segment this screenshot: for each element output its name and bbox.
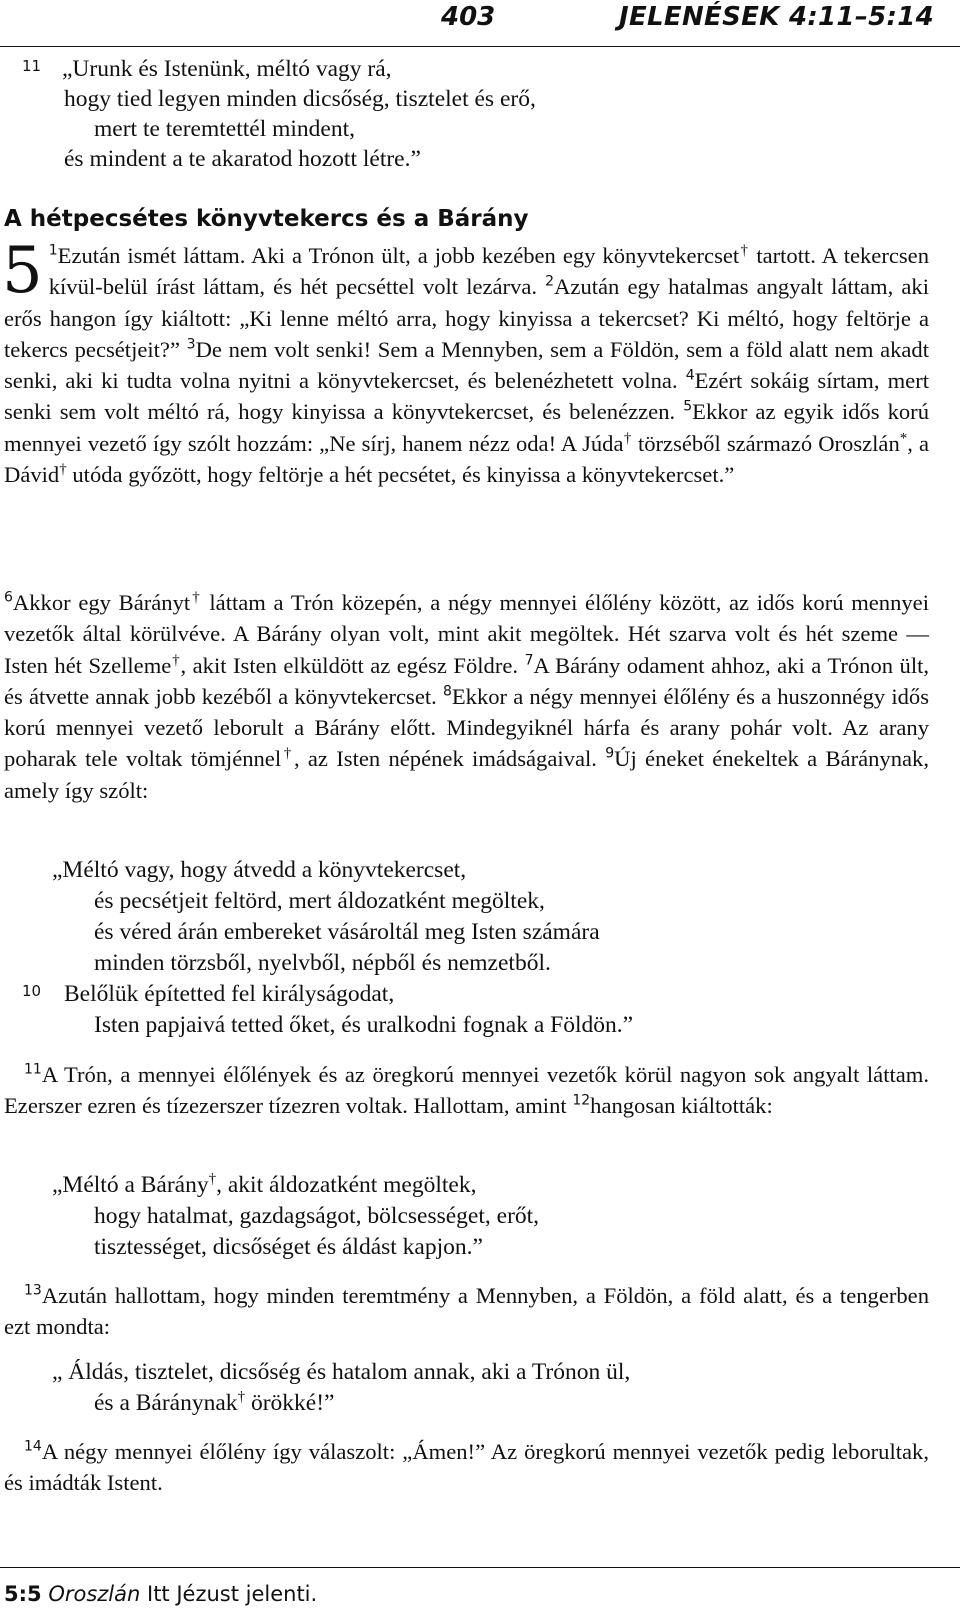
poem-line: minden törzsből, nyelvből, népből és nemzetből. [94,950,551,976]
verse-number: 9 [605,745,615,762]
dagger-mark: † [59,461,67,478]
poem-song-1 [0,54,950,184]
footnote-text: Itt Jézust jelenti. [147,1582,318,1606]
verse-text: törzséből származó Oroszlán [637,430,900,456]
verse-text: láttam a Trón közepén, a négy mennyei élőlény között, az idős korú mennyei vezetők által körülvéve. A Bárány olyan volt, mint akit megöltek. Hét szarva volt és hét szeme — Isten hét Szelleme [4,590,929,678]
dagger-mark: † [739,242,750,259]
verse-text: A Bárány odament ahhoz, aki a Trónon ült, és átvette annak jobb kezéből a könyvtekercset. [4,652,930,709]
poem-song-2 [0,855,950,1045]
verse-number: 13 [24,1282,42,1299]
verse-text: Akkor egy Bárányt [12,590,191,615]
section-heading: A hétpecsétes könyvtekercs és a Bárány [4,206,529,232]
verse-text: tartott. A tekercsen kívül-belül írást láttam, és hét pecséttel volt lezárva. [48,243,930,300]
verse-number: 14 [24,1438,42,1455]
verse-text: , a Dávid [4,430,930,488]
verse-number: 11 [22,57,42,75]
verse-number: 12 [572,1092,591,1109]
verse-text: Ekkor az egyik idős korú mennyei vezető így szólt hozzám: „Ne sírj, hanem nézz oda! A Júda [4,399,929,456]
page-number: 403 [441,2,496,32]
poem-line: és mindent a te akaratod hozott létre.” [64,146,421,172]
verse-number: 1 [48,242,58,259]
verse-text: utóda győzött, hogy feltörje a hét pecsétet, és kinyissa a könyvtekercset.” [72,462,735,488]
poem-line: „Méltó vagy, hogy átvedd a könyvtekercset, [52,857,467,883]
paragraph-verses-11-12 [4,1059,929,1122]
verse-number: 6 [4,589,13,606]
poem-song-3 [0,1170,950,1265]
paragraph-verse-14 [4,1436,929,1499]
paragraph-verses-1-5 [2,234,930,490]
chapter-number: 5 [2,234,43,308]
poem-song-4 [0,1357,950,1421]
poem-line: „ Áldás, tisztelet, dicsőség és hatalom annak, aki a Trónon ül, [52,1359,631,1385]
poem-line: mert te teremtettél mindent, [94,116,356,142]
verse-text: Ezután ismét láttam. Aki a Trónon ült, a jobb kezében egy könyvtekercset [57,243,740,268]
dagger-mark: † [237,1389,246,1406]
footnote [4,1582,317,1606]
verse-number: 3 [186,336,196,353]
poem-line: és véred árán embereket vásároltál meg Isten számára [94,919,600,945]
verse-text: A négy mennyei élőlény így válaszolt: „Ámen!” Az öregkorú mennyei vezetők pedig leborultak, és imádták Istent. [4,1439,929,1496]
dagger-mark: † [281,745,294,762]
page-header [0,0,960,47]
dagger-mark: † [208,1171,217,1188]
footnote-divider [0,1567,960,1568]
paragraph-verses-6-9 [4,587,929,806]
dagger-mark: † [623,430,632,447]
poem-line: és a Báránynak† örökké!” [94,1389,335,1416]
poem-line: hogy hatalmat, gazdagságot, bölcsességet, erőt, [94,1203,540,1229]
footnote-ref: 5:5 [4,1582,42,1606]
verse-number: 11 [24,1061,42,1078]
poem-line: Isten papjaivá tetted őket, és uralkodni fognak a Földön.” [94,1012,634,1038]
footnote-term: Oroszlán [48,1582,141,1606]
verse-text: Ezért sokáig sírtam, mert senki sem volt méltó rá, hogy kinyissa a könyvtekercset, és belenézzen. [4,368,929,425]
running-head: JELENÉSEK 4:11–5:14 [618,2,934,32]
verse-text: hangosan kiáltották: [590,1093,773,1119]
verse-number: 8 [442,683,452,700]
poem-line: „Méltó a Bárány†, akit áldozatként megöltek, [52,1171,477,1198]
verse-text: A Trón, a mennyei élőlények és az öregkorú mennyei vezetők körül nagyon sok angyalt láttam. Ezerszer ezren és tízezerszer tízezren voltak. Hallottam, amint [4,1062,929,1119]
poem-line: hogy tied legyen minden dicsőség, tisztelet és erő, [64,86,536,112]
verse-number: 5 [683,398,693,415]
footnote-star-mark: * [899,430,908,447]
verse-text: Új éneket énekeltek a Báránynak, amely így szólt: [4,746,930,803]
verse-text: Azután egy hatalmas angyalt láttam, aki erős hangon így kiáltott: „Ki lenne méltó arra, hogy kinyissa a tekercset? Ki méltó, hogy feltörje a tekercs pecsétjeit?” [4,274,929,362]
verse-number: 2 [545,273,555,290]
poem-line: „Urunk és Istenünk, méltó vagy rá, [62,56,392,82]
poem-line: Belőlük építetted fel királyságodat, [64,981,395,1007]
verse-number: 10 [22,982,42,1000]
verse-number: 7 [524,652,534,669]
poem-line: tisztességet, dicsőséget és áldást kapjon.” [94,1234,483,1260]
verse-text: Ekkor a négy mennyei élőlény és a huszonnégy idős korú mennyei vezető leborult a Bárány előtt. Mindegyiknél hárfa és arany pohár volt. Az arany poharak tele voltak tömjénnel [4,683,929,772]
verse-text: , az Isten népének imádságaival. [293,746,597,772]
paragraph-verse-13 [4,1280,929,1343]
poem-line: és pecsétjeit feltörd, mert áldozatként megöltek, [94,888,545,914]
verse-number: 4 [685,367,695,384]
dagger-mark: † [171,652,181,669]
dagger-mark: † [190,589,202,606]
verse-text: De nem volt senki! Sem a Mennyben, sem a Földön, sem a föld alatt nem akadt senki, aki ki tudta volna nyitni a könyvtekercset, és belenézhetett volna. [4,336,929,394]
verse-text: , akit Isten elküldött az egész Földre. [180,652,519,678]
verse-text: Azután hallottam, hogy minden teremtmény a Mennyben, a Földön, a föld alatt, és a tengerben ezt mondta: [4,1283,929,1340]
